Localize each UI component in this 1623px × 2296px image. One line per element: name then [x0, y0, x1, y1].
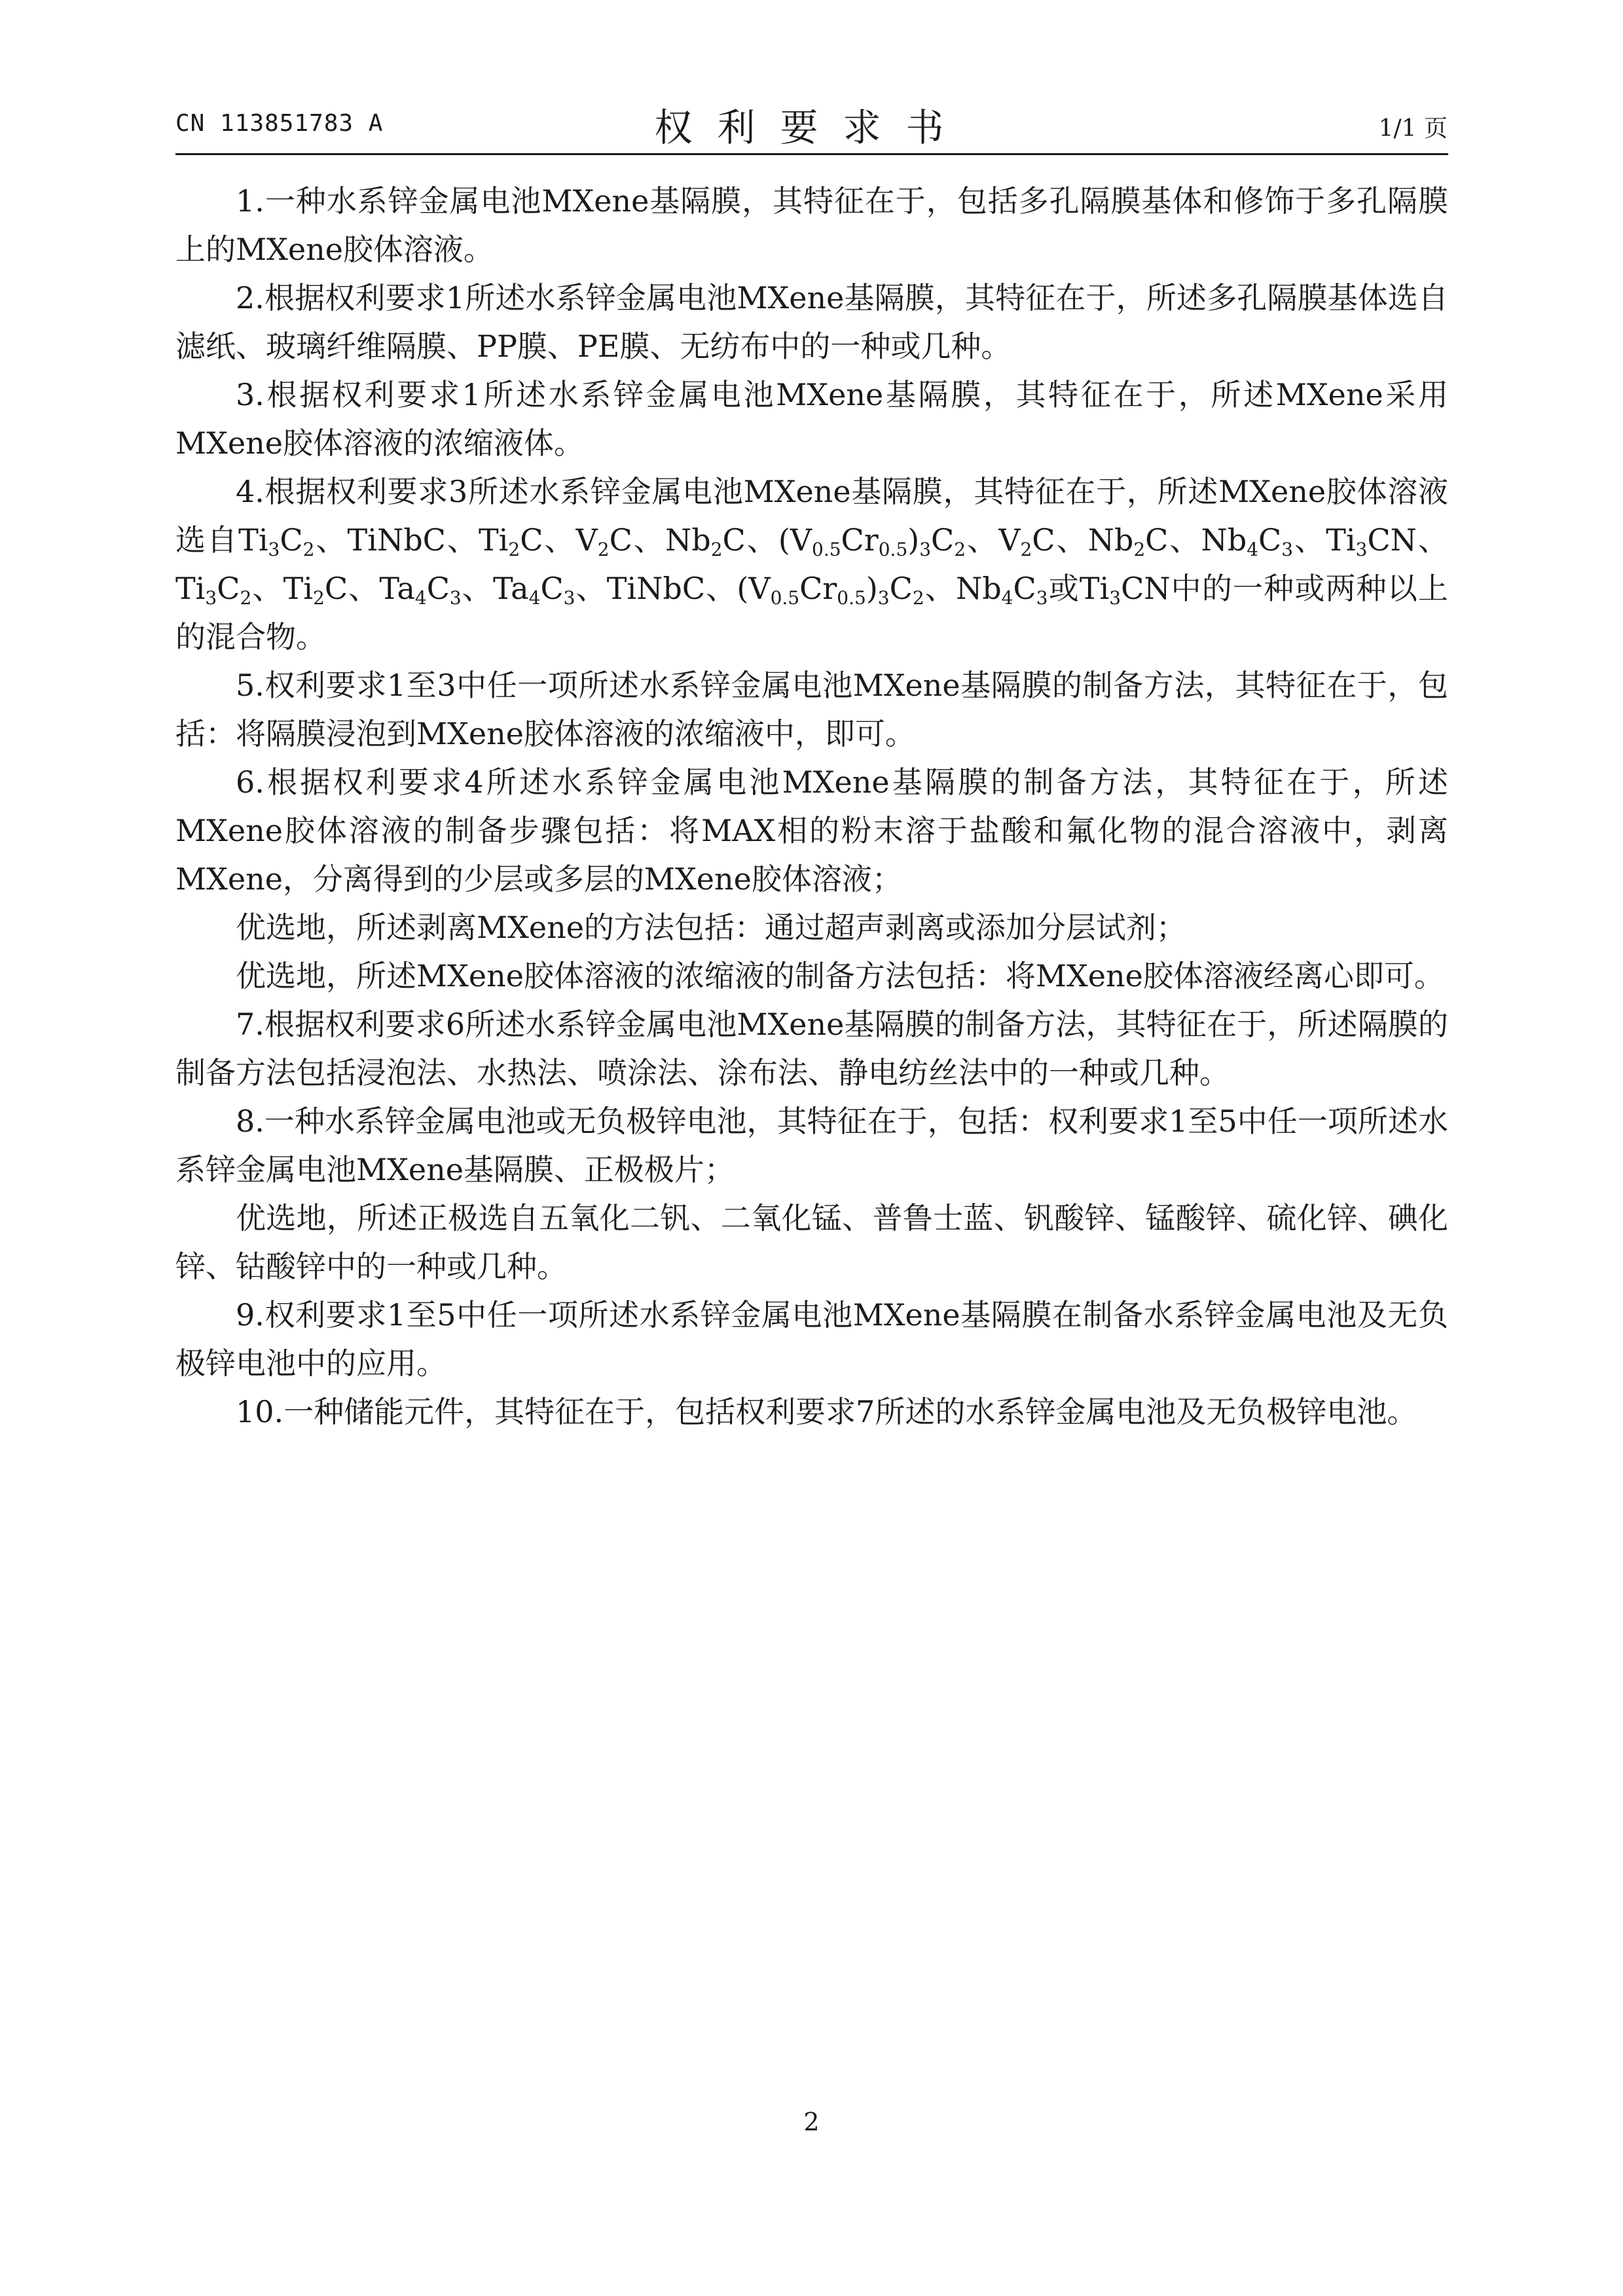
claim-6-option-2: 优选地，所述MXene胶体溶液的浓缩液的制备方法包括：将MXene胶体溶液经离心即可。 — [236, 958, 1444, 994]
claim-4: 4.根据权利要求3所述水系锌金属电池MXene基隔膜，其特征在于，所述MXene胶体溶液选自$Ti_3C_2$、TiNbC、$Ti_2C$、$V_2C$、$Nb_2C$、$(V_{0.5}Cr_{0.5})_3C_2$、$V_2C$、$Nb_2C$、$Nb_4C_3$、$Ti_3CN$、$Ti_3C_2$、$Ti_2C$、$Ta_4C_3$、$Ta_4C_3$、TiNbC、$(V_{0.5}Cr_{0.5})_3C_2$、$Nb_4C_3$或$Ti_3CN$中的一种或两种以上的混合物。 — [175, 474, 1448, 655]
claim-5: 5.权利要求1至3中任一项所述水系锌金属电池MXene基隔膜的制备方法，其特征在于，包括：将隔膜浸泡到MXene胶体溶液的浓缩液中，即可。 — [175, 668, 1448, 751]
claim-7: 7.根据权利要求6所述水系锌金属电池MXene基隔膜的制备方法，其特征在于，所述隔膜的制备方法包括浸泡法、水热法、喷涂法、涂布法、静电纺丝法中的一种或几种。 — [175, 1007, 1448, 1090]
page-number: 2 — [803, 2108, 820, 2136]
claim-8-option: 优选地，所述正极选自五氧化二钒、二氧化锰、普鲁士蓝、钒酸锌、锰酸锌、硫化锌、碘化锌、钴酸锌中的一种或几种。 — [175, 1200, 1448, 1284]
patent-number: CN 113851783 A — [175, 110, 384, 137]
header-rule — [175, 153, 1448, 155]
page-count: 1/1 页 — [1378, 115, 1448, 142]
claim-3: 3.根据权利要求1所述水系锌金属电池MXene基隔膜，其特征在于，所述MXene采用MXene胶体溶液的浓缩液体。 — [175, 377, 1448, 461]
claim-1: 1.一种水系锌金属电池MXene基隔膜，其特征在于，包括多孔隔膜基体和修饰于多孔隔膜上的MXene胶体溶液。 — [175, 183, 1448, 267]
claim-10: 10.一种储能元件，其特征在于，包括权利要求7所述的水系锌金属电池及无负极锌电池。 — [236, 1394, 1417, 1429]
claim-6-option-1: 优选地，所述剥离MXene的方法包括：通过超声剥离或添加分层试剂； — [236, 910, 1186, 945]
claim-6: 6.根据权利要求4所述水系锌金属电池MXene基隔膜的制备方法，其特征在于，所述MXene胶体溶液的制备步骤包括：将MAX相的粉末溶于盐酸和氟化物的混合溶液中，剥离MXene，分离得到的少层或多层的MXene胶体溶液； — [175, 764, 1448, 897]
claim-8: 8.一种水系锌金属电池或无负极锌电池，其特征在于，包括：权利要求1至5中任一项所述水系锌金属电池MXene基隔膜、正极极片； — [175, 1103, 1448, 1187]
claim-9: 9.权利要求1至5中任一项所述水系锌金属电池MXene基隔膜在制备水系锌金属电池及无负极锌电池中的应用。 — [175, 1297, 1448, 1381]
claim-2: 2.根据权利要求1所述水系锌金属电池MXene基隔膜，其特征在于，所述多孔隔膜基体选自滤纸、玻璃纤维隔膜、PP膜、PE膜、无纺布中的一种或几种。 — [175, 280, 1448, 364]
claims-body — [175, 177, 1448, 1436]
page-title: 权利要求书 — [654, 105, 969, 150]
